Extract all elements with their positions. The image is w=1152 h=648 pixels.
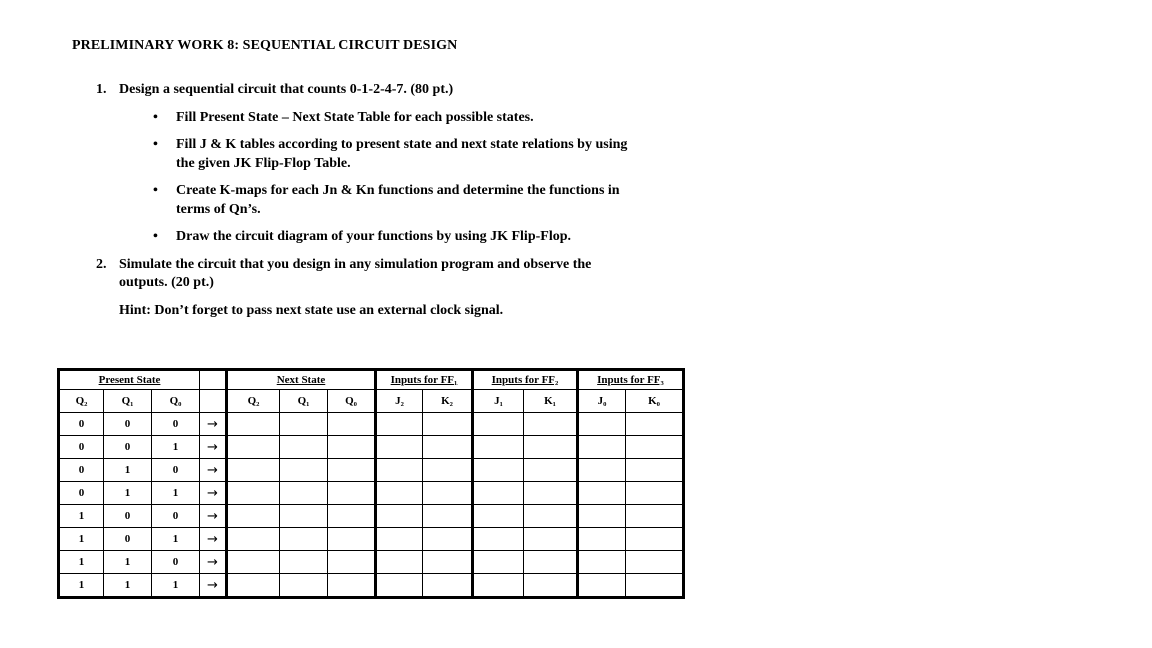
table-row xyxy=(59,551,684,574)
right-arrow-icon: → xyxy=(200,482,227,505)
ff-input-cell[interactable] xyxy=(524,551,578,574)
next-state-cell[interactable] xyxy=(227,459,280,482)
bullet-text-cont: the given JK Flip-Flop Table. xyxy=(176,156,351,171)
ff-input-cell[interactable] xyxy=(578,505,626,528)
right-arrow-icon: → xyxy=(200,574,227,598)
next-state-header: Next State xyxy=(227,370,376,390)
present-state-cell: 0 xyxy=(104,505,152,528)
ff-input-cell[interactable] xyxy=(376,528,423,551)
next-state-cell[interactable] xyxy=(328,436,376,459)
ff-input-cell[interactable] xyxy=(376,482,423,505)
present-state-cell: 1 xyxy=(104,551,152,574)
next-state-cell[interactable] xyxy=(280,482,328,505)
table-row xyxy=(59,505,684,528)
bullet-text: Fill J & K tables according to present state and next state relations by using xyxy=(176,137,628,152)
col-header-arrow xyxy=(200,390,227,413)
present-state-cell: 1 xyxy=(152,482,200,505)
table-row xyxy=(59,413,684,436)
col-header-j1: J₁ xyxy=(473,390,524,413)
next-state-cell[interactable] xyxy=(328,459,376,482)
col-header-q0: Q₀ xyxy=(152,390,200,413)
ff-input-cell[interactable] xyxy=(376,413,423,436)
ff3-inputs-header: Inputs for FF₃ xyxy=(578,370,684,390)
ff-input-cell[interactable] xyxy=(423,505,473,528)
ff-input-cell[interactable] xyxy=(578,436,626,459)
ff-input-cell[interactable] xyxy=(626,551,684,574)
ff-input-cell[interactable] xyxy=(473,505,524,528)
present-state-cell: 0 xyxy=(59,459,104,482)
bullet-dot: • xyxy=(153,110,158,125)
col-header-next-q1: Q₁ xyxy=(280,390,328,413)
question-1-text: Design a sequential circuit that counts 0-1-2-4-7. (80 pt.) xyxy=(119,82,454,97)
ff-input-cell[interactable] xyxy=(626,528,684,551)
question-1 xyxy=(96,80,696,100)
col-header-k2: K₂ xyxy=(423,390,473,413)
bullet-dot: • xyxy=(153,183,158,198)
state-table xyxy=(57,368,685,599)
next-state-cell[interactable] xyxy=(328,505,376,528)
table-row xyxy=(59,482,684,505)
bullet-text: Draw the circuit diagram of your functions by using JK Flip-Flop. xyxy=(176,229,572,244)
ff-input-cell[interactable] xyxy=(376,459,423,482)
ff-input-cell[interactable] xyxy=(473,551,524,574)
right-arrow-icon: → xyxy=(200,413,227,436)
ff-input-cell[interactable] xyxy=(578,574,626,598)
ff-input-cell[interactable] xyxy=(376,505,423,528)
ff-input-cell[interactable] xyxy=(473,482,524,505)
next-state-cell[interactable] xyxy=(328,551,376,574)
col-header-k0: K₀ xyxy=(626,390,684,413)
present-state-cell: 1 xyxy=(152,528,200,551)
col-header-next-q0: Q₀ xyxy=(328,390,376,413)
bullet-text-cont: terms of Qn’s. xyxy=(176,202,261,217)
table-row xyxy=(59,459,684,482)
ff-input-cell[interactable] xyxy=(626,436,684,459)
bullet-item xyxy=(153,181,713,221)
next-state-cell[interactable] xyxy=(328,528,376,551)
next-state-cell[interactable] xyxy=(280,574,328,598)
ff-input-cell[interactable] xyxy=(626,505,684,528)
ff-input-cell[interactable] xyxy=(578,413,626,436)
next-state-cell[interactable] xyxy=(227,436,280,459)
bullet-item xyxy=(153,227,713,247)
question-2 xyxy=(96,255,696,295)
ff-input-cell[interactable] xyxy=(578,459,626,482)
next-state-cell[interactable] xyxy=(280,459,328,482)
ff-input-cell[interactable] xyxy=(423,551,473,574)
ff-input-cell[interactable] xyxy=(524,436,578,459)
ff-input-cell[interactable] xyxy=(473,528,524,551)
bullet-text: Create K-maps for each Jn & Kn functions and determine the functions in xyxy=(176,183,620,198)
ff-input-cell[interactable] xyxy=(578,482,626,505)
present-state-cell: 0 xyxy=(152,413,200,436)
table-column-header-row xyxy=(59,390,684,413)
bullet-dot: • xyxy=(153,229,158,244)
question-2-text: Simulate the circuit that you design in any simulation program and observe the xyxy=(119,257,592,272)
present-state-cell: 1 xyxy=(104,459,152,482)
right-arrow-icon: → xyxy=(200,551,227,574)
ff-input-cell[interactable] xyxy=(423,574,473,598)
ff-input-cell[interactable] xyxy=(473,459,524,482)
present-state-cell: 1 xyxy=(104,482,152,505)
next-state-cell[interactable] xyxy=(280,413,328,436)
present-state-cell: 1 xyxy=(152,574,200,598)
present-state-cell: 1 xyxy=(59,551,104,574)
present-state-cell: 0 xyxy=(104,528,152,551)
ff2-inputs-header: Inputs for FF₂ xyxy=(473,370,578,390)
col-header-q1: Q₁ xyxy=(104,390,152,413)
next-state-cell[interactable] xyxy=(280,551,328,574)
next-state-cell[interactable] xyxy=(227,551,280,574)
right-arrow-icon: → xyxy=(200,436,227,459)
next-state-cell[interactable] xyxy=(227,482,280,505)
ff-input-cell[interactable] xyxy=(423,482,473,505)
ff-input-cell[interactable] xyxy=(423,413,473,436)
ff-input-cell[interactable] xyxy=(524,574,578,598)
next-state-cell[interactable] xyxy=(328,413,376,436)
present-state-cell: 1 xyxy=(59,574,104,598)
present-state-cell: 1 xyxy=(59,505,104,528)
next-state-cell[interactable] xyxy=(227,413,280,436)
page-title: PRELIMINARY WORK 8: SEQUENTIAL CIRCUIT DESIGN xyxy=(72,38,458,53)
next-state-cell[interactable] xyxy=(328,574,376,598)
present-state-cell: 0 xyxy=(104,436,152,459)
ff-input-cell[interactable] xyxy=(578,528,626,551)
question-1-number: 1. xyxy=(96,82,107,97)
next-state-cell[interactable] xyxy=(227,528,280,551)
ff-input-cell[interactable] xyxy=(524,528,578,551)
present-state-cell: 0 xyxy=(152,459,200,482)
next-state-cell[interactable] xyxy=(280,505,328,528)
ff1-inputs-header: Inputs for FF₁ xyxy=(376,370,473,390)
question-2-number: 2. xyxy=(96,257,107,272)
col-header-q2: Q₂ xyxy=(59,390,104,413)
next-state-cell[interactable] xyxy=(280,436,328,459)
col-header-k1: K₁ xyxy=(524,390,578,413)
present-state-cell: 0 xyxy=(59,482,104,505)
hint-text: Hint: Don’t forget to pass next state use an external clock signal. xyxy=(119,303,504,318)
col-header-j2: J₂ xyxy=(376,390,423,413)
table-row xyxy=(59,528,684,551)
ff-input-cell[interactable] xyxy=(423,528,473,551)
next-state-cell[interactable] xyxy=(227,574,280,598)
bullet-item xyxy=(153,108,713,128)
ff-input-cell[interactable] xyxy=(473,574,524,598)
col-header-j0: J₀ xyxy=(578,390,626,413)
ff-input-cell[interactable] xyxy=(626,413,684,436)
ff-input-cell[interactable] xyxy=(524,482,578,505)
question-2-text-cont: outputs. (20 pt.) xyxy=(119,275,214,290)
ff-input-cell[interactable] xyxy=(473,436,524,459)
next-state-cell[interactable] xyxy=(328,482,376,505)
col-header-next-q2: Q₂ xyxy=(227,390,280,413)
next-state-cell[interactable] xyxy=(227,505,280,528)
table-row xyxy=(59,436,684,459)
next-state-cell[interactable] xyxy=(280,528,328,551)
arrow-header-cell xyxy=(200,370,227,390)
right-arrow-icon: → xyxy=(200,505,227,528)
ff-input-cell[interactable] xyxy=(524,505,578,528)
ff-input-cell[interactable] xyxy=(578,551,626,574)
present-state-cell: 1 xyxy=(152,436,200,459)
ff-input-cell[interactable] xyxy=(473,413,524,436)
present-state-cell: 0 xyxy=(104,413,152,436)
ff-input-cell[interactable] xyxy=(524,459,578,482)
table-row xyxy=(59,574,684,598)
present-state-cell: 0 xyxy=(152,505,200,528)
right-arrow-icon: → xyxy=(200,528,227,551)
table-group-header-row xyxy=(59,370,684,390)
ff-input-cell[interactable] xyxy=(376,436,423,459)
present-state-cell: 0 xyxy=(59,436,104,459)
present-state-header: Present State xyxy=(59,370,200,390)
present-state-cell: 0 xyxy=(152,551,200,574)
bullet-text: Fill Present State – Next State Table for each possible states. xyxy=(176,110,534,125)
present-state-cell: 1 xyxy=(104,574,152,598)
ff-input-cell[interactable] xyxy=(376,574,423,598)
present-state-cell: 0 xyxy=(59,413,104,436)
ff-input-cell[interactable] xyxy=(423,459,473,482)
ff-input-cell[interactable] xyxy=(376,551,423,574)
ff-input-cell[interactable] xyxy=(626,459,684,482)
right-arrow-icon: → xyxy=(200,459,227,482)
ff-input-cell[interactable] xyxy=(423,436,473,459)
bullet-dot: • xyxy=(153,137,158,152)
bullet-item xyxy=(153,135,713,175)
present-state-cell: 1 xyxy=(59,528,104,551)
ff-input-cell[interactable] xyxy=(626,574,684,598)
ff-input-cell[interactable] xyxy=(626,482,684,505)
ff-input-cell[interactable] xyxy=(524,413,578,436)
